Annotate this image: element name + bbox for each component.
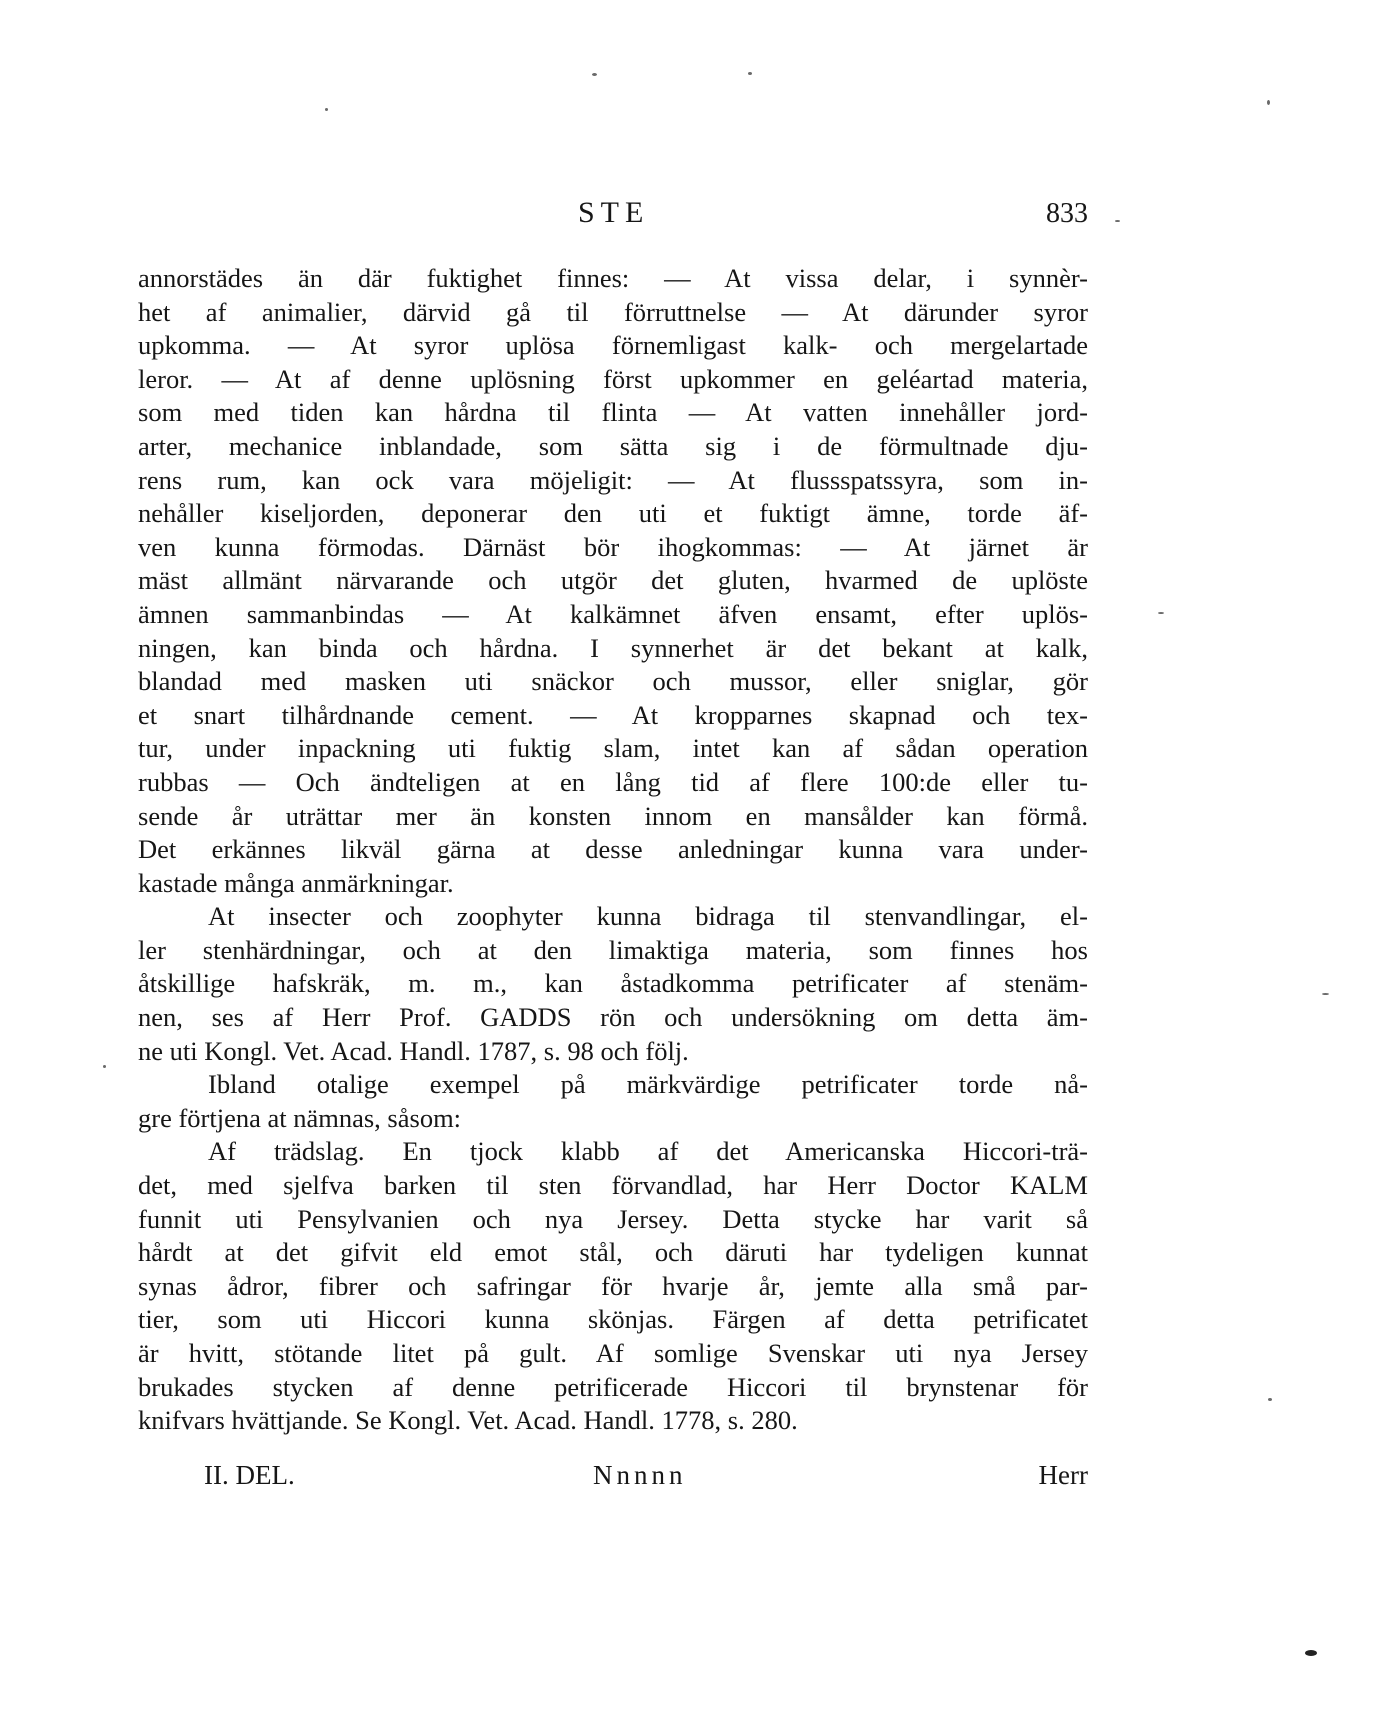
text-line: hårdt at det gifvit eld emot stål, och däruti har tydeligen kunnat [138, 1237, 1088, 1268]
text-line: som med tiden kan hårdna til flinta — At vatten innehåller jord- [138, 397, 1088, 428]
text-line: brukades stycken af denne petrificerade Hiccori til brynstenar för [138, 1371, 1088, 1402]
text-line: tur, under inpackning uti fuktig slam, intet kan af sådan operation [138, 733, 1088, 764]
text-line: knifvars hvättjande. Se Kongl. Vet. Acad. Handl. 1778, s. 280. [138, 1405, 798, 1436]
text-line: det, med sjelfva barken til sten förvandlad, har Herr Doctor KALM [138, 1170, 1088, 1201]
text-line: är hvitt, stötande litet på gult. Af somlige Svenskar uti nya Jersey [138, 1338, 1088, 1368]
running-title: STE [578, 196, 650, 229]
text-line: upkomma. — At syror uplösa förnemligast kalk- och mergelartade [138, 330, 1088, 361]
paper-speck [592, 73, 597, 76]
running-head [138, 196, 1088, 236]
paper-speck [325, 108, 328, 111]
paper-speck [1322, 993, 1329, 995]
text-line: tier, som uti Hiccori kunna skönjas. Färgen af detta petrificatet [138, 1304, 1088, 1335]
text-line: Ibland otalige exempel på märkvärdige petrificater torde nå- [208, 1069, 1088, 1100]
text-line: nen, ses af Herr Prof. GADDS rön och undersökning om detta äm- [138, 1002, 1088, 1033]
body-text [138, 262, 1088, 1438]
paper-speck [1305, 1650, 1317, 1656]
catchword: Herr [1038, 1460, 1088, 1490]
paper-speck [1267, 100, 1270, 105]
text-line: funnit uti Pensylvanien och nya Jersey. Detta stycke har varit så [138, 1203, 1088, 1234]
text-line: ningen, kan binda och hårdna. I synnerhet är det bekant at kalk, [138, 632, 1088, 663]
text-line: annorstädes än där fuktighet finnes: — At vissa delar, i synnèr- [138, 263, 1088, 293]
text-line: het af animalier, därvid gå til förruttnelse — At därunder syror [138, 296, 1088, 327]
text-line: rens rum, kan ock vara möjeligit: — At flussspatssyra, som in- [138, 464, 1088, 495]
text-line: nehåller kiseljorden, deponerar den uti et fuktigt ämne, torde äf- [138, 498, 1088, 529]
text-line: Af trädslag. En tjock klabb af det Americanska Hiccori-trä- [208, 1136, 1088, 1167]
text-line: synas ådror, fibrer och safringar för hvarje år, jemte alla små par- [138, 1270, 1088, 1301]
paper-speck [1115, 220, 1120, 222]
text-line: ler stenhärdningar, och at den limaktiga materia, som finnes hos [138, 934, 1088, 965]
text-line: rubbas — Och ändteligen at en lång tid af flere 100:de eller tu- [138, 766, 1088, 797]
text-line: Det erkännes likväl gärna at desse anledningar kunna vara under- [138, 834, 1088, 865]
page-footer [138, 1460, 1088, 1496]
text-line: leror. — At af denne uplösning först upkommer en geléartad materia, [138, 363, 1088, 394]
text-line: ne uti Kongl. Vet. Acad. Handl. 1787, s. 98 och följ. [138, 1035, 689, 1066]
text-line: ven kunna förmodas. Därnäst bör ihogkommas: — At järnet är [138, 531, 1088, 562]
text-line: åtskillige hafskräk, m. m., kan åstadkomma petrificater af stenäm- [138, 968, 1088, 999]
text-line: blandad med masken uti snäckor och mussor, eller sniglar, gör [138, 666, 1088, 697]
text-line: et snart tilhårdnande cement. — At kropparnes skapnad och tex- [138, 699, 1088, 730]
signature-mark: Nnnnn [593, 1460, 687, 1490]
paper-speck [1268, 1398, 1272, 1401]
volume-label: II. DEL. [204, 1460, 295, 1490]
paper-speck [1158, 612, 1164, 614]
text-line: arter, mechanice inblandade, som sätta sig i de förmultnade dju- [138, 430, 1088, 461]
text-line: sende år uträttar mer än konsten innom en mansålder kan förmå. [138, 800, 1088, 831]
text-line: mäst allmänt närvarande och utgör det gluten, hvarmed de uplöste [138, 565, 1088, 596]
paper-speck [103, 1065, 106, 1068]
text-line: kastade många anmärkningar. [138, 867, 454, 898]
page-number: 833 [1046, 198, 1088, 229]
text-line: At insecter och zoophyter kunna bidraga til stenvandlingar, el- [208, 901, 1088, 932]
text-line: ämnen sammanbindas — At kalkämnet äfven ensamt, efter uplös- [138, 598, 1088, 629]
paper-speck [748, 72, 752, 75]
text-line: gre förtjena at nämnas, såsom: [138, 1102, 462, 1133]
